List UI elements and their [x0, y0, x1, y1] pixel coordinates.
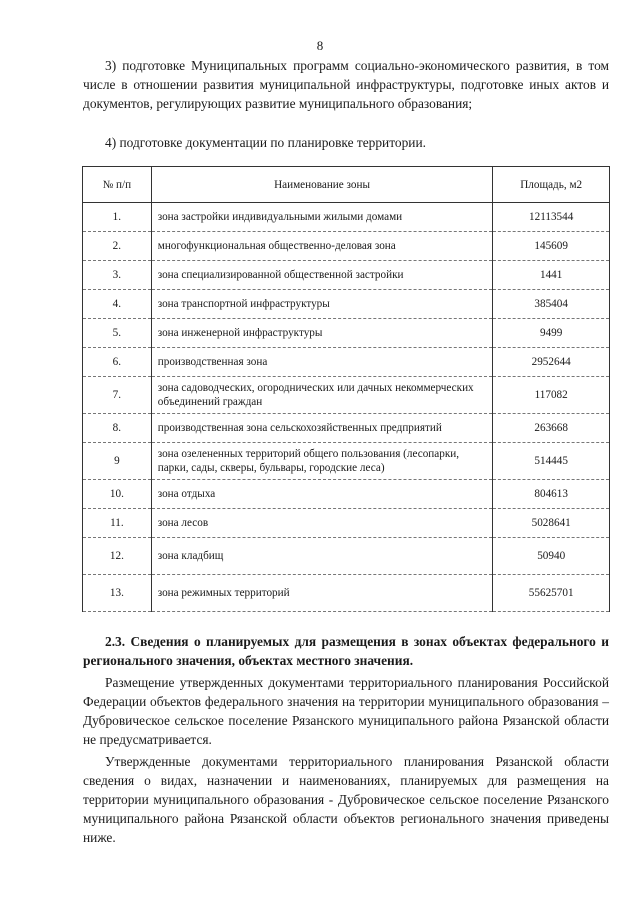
- zone-area: 55625701: [493, 575, 610, 612]
- zone-name: зона озелененных территорий общего пользования (лесопарки, парки, сады, скверы, бульвары, городские леса): [151, 443, 493, 480]
- intro-item-3: 3) подготовке Муниципальных программ социально-экономического развития, в том числе в отношении развития муниципальной инфраструктуры, подготовке иных актов и документов, регулирующих развитие муниципального образования;: [83, 58, 609, 111]
- zone-area: 2952644: [493, 348, 610, 377]
- zone-area: 263668: [493, 414, 610, 443]
- zone-area: 50940: [493, 538, 610, 575]
- intro-item-4: 4) подготовке документации по планировке территории.: [105, 135, 426, 150]
- zone-name: производственная зона сельскохозяйственных предприятий: [151, 414, 493, 443]
- row-number: 5.: [83, 319, 152, 348]
- table-row: [83, 443, 610, 480]
- table-row: [83, 319, 610, 348]
- table-body: [83, 203, 610, 612]
- row-number: 2.: [83, 232, 152, 261]
- zone-name: зона режимных территорий: [151, 575, 493, 612]
- table-row: [83, 290, 610, 319]
- zone-name: зона садоводческих, огороднических или дачных некоммерческих объединений граждан: [151, 377, 493, 414]
- zone-name: зона транспортной инфраструктуры: [151, 290, 493, 319]
- zone-name: зона застройки индивидуальными жилыми домами: [151, 203, 493, 232]
- zone-area: 145609: [493, 232, 610, 261]
- table-row: [83, 232, 610, 261]
- zone-area: 117082: [493, 377, 610, 414]
- row-number: 9: [83, 443, 152, 480]
- row-number: 11.: [83, 509, 152, 538]
- row-number: 13.: [83, 575, 152, 612]
- zone-area: 1441: [493, 261, 610, 290]
- header-area: Площадь, м2: [493, 167, 610, 203]
- table-row: [83, 414, 610, 443]
- table-row: [83, 203, 610, 232]
- section-heading: 2.3. Сведения о планируемых для размещения в зонах объектах федерального и регионального значения, объектах местного значения.: [83, 634, 609, 668]
- zone-area: 514445: [493, 443, 610, 480]
- page-number: 8: [316, 38, 324, 53]
- table-row: [83, 377, 610, 414]
- table-row: [83, 538, 610, 575]
- zones-table: [82, 166, 610, 612]
- row-number: 3.: [83, 261, 152, 290]
- table-row: [83, 509, 610, 538]
- section-paragraph-2: Утвержденные документами территориального планирования Рязанской области сведения о видах, назначении и наименованиях, планируемых для размещения на территории муниципального образования - Дубровическое сельское поселение Рязанского муниципального района Рязанской области объектов регионального значения приведены ниже.: [83, 754, 609, 845]
- zone-name: зона инженерной инфраструктуры: [151, 319, 493, 348]
- row-number: 10.: [83, 480, 152, 509]
- row-number: 8.: [83, 414, 152, 443]
- zone-name: производственная зона: [151, 348, 493, 377]
- row-number: 12.: [83, 538, 152, 575]
- zone-name: зона кладбищ: [151, 538, 493, 575]
- table-row: [83, 480, 610, 509]
- zone-area: 5028641: [493, 509, 610, 538]
- section-paragraph-1: Размещение утвержденных документами территориального планирования Российской Федерации объектов федерального значения на территории муниципального образования – Дубровическое сельское поселение Рязанского муниципального района Рязанской области не предусматривается.: [83, 675, 609, 747]
- table-row: [83, 261, 610, 290]
- zone-area: 804613: [493, 480, 610, 509]
- row-number: 4.: [83, 290, 152, 319]
- table-header-row: [83, 167, 610, 203]
- row-number: 1.: [83, 203, 152, 232]
- zone-name: зона отдыха: [151, 480, 493, 509]
- row-number: 7.: [83, 377, 152, 414]
- table-row: [83, 348, 610, 377]
- zone-name: зона специализированной общественной застройки: [151, 261, 493, 290]
- header-name: Наименование зоны: [151, 167, 493, 203]
- table-row: [83, 575, 610, 612]
- zone-name: многофункциональная общественно-деловая зона: [151, 232, 493, 261]
- zone-area: 12113544: [493, 203, 610, 232]
- header-num: № п/п: [83, 167, 152, 203]
- zone-area: 385404: [493, 290, 610, 319]
- zone-area: 9499: [493, 319, 610, 348]
- zone-name: зона лесов: [151, 509, 493, 538]
- row-number: 6.: [83, 348, 152, 377]
